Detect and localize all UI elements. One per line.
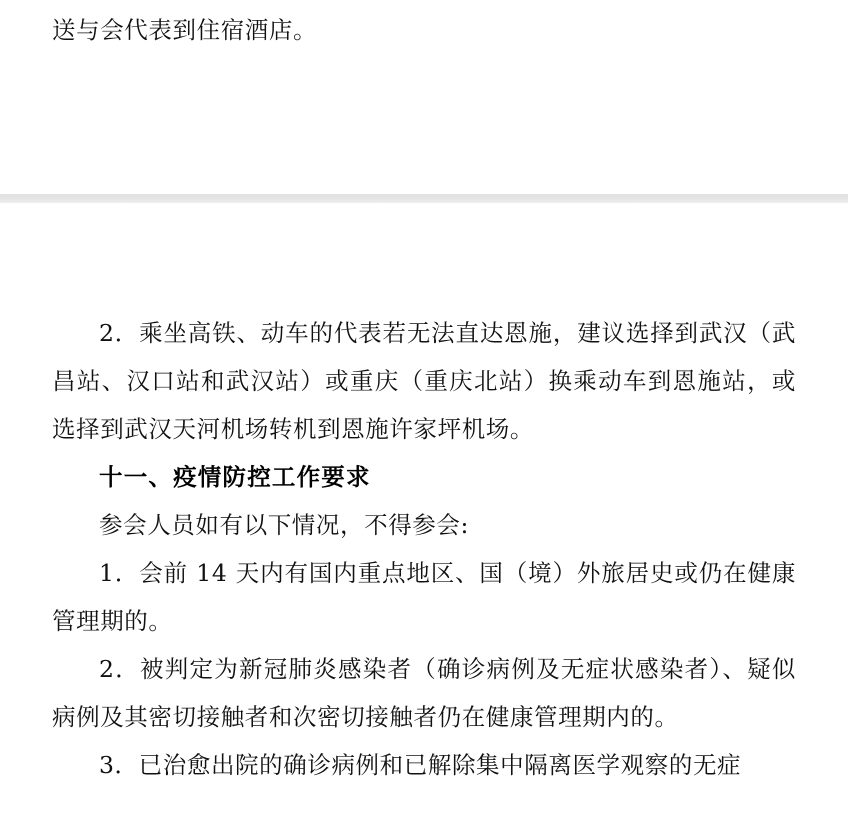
page-content — [0, 309, 848, 789]
page-separator — [0, 194, 848, 203]
section-heading-epidemic-control: 十一、疫情防控工作要求 — [99, 463, 371, 491]
paragraph-condition-3: 3．已治愈出院的确诊病例和已解除集中隔离医学观察的无症 — [99, 751, 742, 779]
paragraph-condition-1: 1．会前 14 天内有国内重点地区、国（境）外旅居史或仍在健康管理期的。 — [52, 559, 796, 635]
page-separator-band — [0, 194, 848, 203]
previous-page-tail — [0, 0, 848, 54]
paragraph-lead-in: 参会人员如有以下情况，不得参会: — [99, 511, 470, 539]
page-bottom-whitespace — [0, 54, 848, 194]
paragraph-item-2-travel: 2．乘坐高铁、动车的代表若无法直达恩施，建议选择到武汉（武昌站、汉口站和武汉站）或重庆（重庆北站）换乘动车到恩施站，或选择到武汉天河机场转机到恩施许家坪机场。 — [52, 319, 796, 443]
paragraph-previous-tail: 送与会代表到住宿酒店。 — [52, 16, 318, 44]
page-top-margin — [0, 203, 848, 309]
paragraph-condition-2: 2．被判定为新冠肺炎感染者（确诊病例及无症状感染者）、疑似病例及其密切接触者和次密切接触者仍在健康管理期内的。 — [52, 655, 796, 731]
